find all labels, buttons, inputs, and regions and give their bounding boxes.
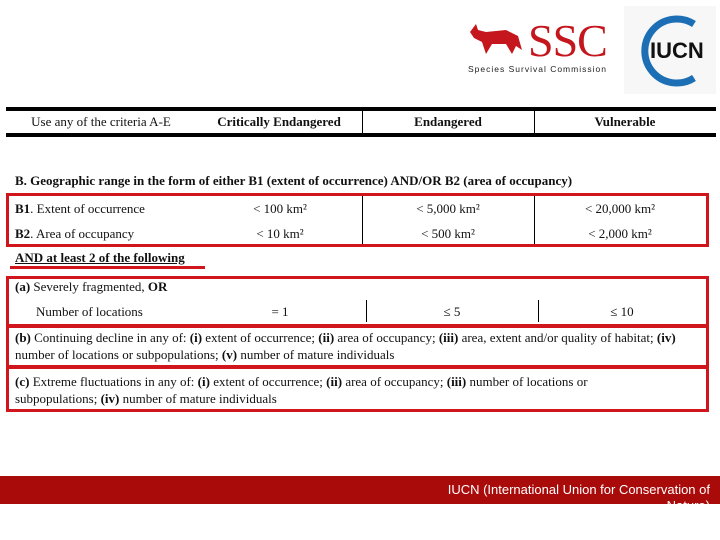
- iucn-wordmark: IUCN: [650, 38, 704, 63]
- ssc-wordmark: SSC: [528, 15, 607, 66]
- b1-cr: < 100 km²: [253, 201, 307, 216]
- criteria-header: [6, 107, 716, 137]
- section-title: B. Geographic range in the form of either B1 (extent of occurrence) AND/OR B2 (area of occupancy): [15, 173, 573, 188]
- b2-en: < 500 km²: [421, 226, 475, 241]
- b2-label: B2. Area of occupancy: [15, 226, 135, 241]
- b2-cr: < 10 km²: [256, 226, 304, 241]
- header-cr: Critically Endangered: [217, 114, 341, 129]
- and-note: AND at least 2 of the following: [15, 250, 185, 265]
- a-vu: ≤ 10: [610, 304, 634, 319]
- b1-label: B1. Extent of occurrence: [15, 201, 145, 216]
- ssc-subtitle: Species Survival Commission: [468, 64, 607, 74]
- a-cr: = 1: [271, 304, 289, 319]
- header-vu: Vulnerable: [594, 114, 656, 129]
- footer-text: IUCN (International Union for Conservation of Nature): [447, 482, 710, 513]
- and-underline: [10, 266, 205, 269]
- c-text: (c) Extreme fluctuations in any of: (i) extent of occurrence; (ii) area of occupancy; (iii) number of locations or subpopulations; (iv) number of mature individuals: [15, 374, 588, 406]
- iucn-logo: [624, 6, 716, 94]
- a-locations-label: Number of locations: [36, 304, 143, 319]
- a-text: (a) Severely fragmented, OR: [15, 279, 168, 294]
- b1-en: < 5,000 km²: [416, 201, 480, 216]
- ibex-icon: [466, 20, 526, 60]
- footer-bar: [0, 476, 720, 513]
- header-criteria: Use any of the criteria A-E: [31, 114, 171, 129]
- b2-vu: < 2,000 km²: [588, 226, 652, 241]
- b1-vu: < 20,000 km²: [584, 201, 656, 216]
- ssc-logo: [466, 15, 618, 78]
- a-en: ≤ 5: [443, 304, 461, 319]
- b-text: (b) Continuing decline in any of: (i) extent of occurrence; (ii) area of occupancy; (iii) area, extent and/or quality of habitat; (iv) number of locations or subpopulations; (v) number of mature individuals: [15, 330, 676, 362]
- header-en: Endangered: [414, 114, 482, 129]
